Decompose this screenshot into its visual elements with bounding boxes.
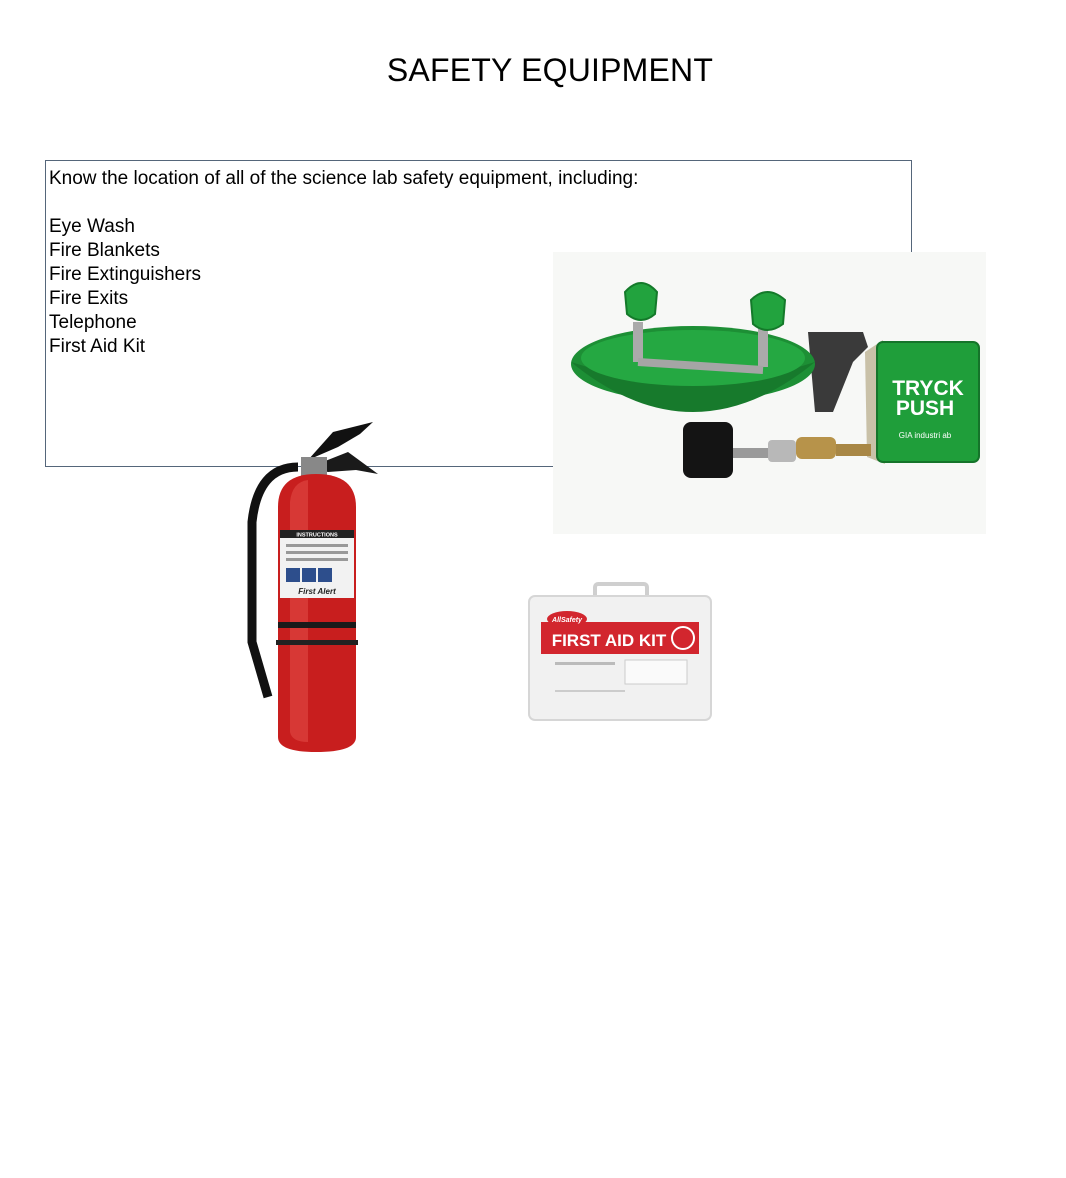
list-item: First Aid Kit [49,336,146,357]
sign-brand: GIA industri ab [898,431,952,440]
sign-text-push: PUSH [895,397,955,420]
eyewash-image [553,252,986,534]
first-aid-kit-image [525,582,715,724]
list-item: Telephone [49,312,137,333]
list-item: Eye Wash [49,216,135,237]
list-item: Fire Exits [49,288,129,309]
intro-text: Know the location of all of the science lab safety equipment, including: [49,168,639,189]
page-title: SAFETY EQUIPMENT [386,52,714,88]
extinguisher-brand: First Alert [298,587,336,596]
list-item: Fire Blankets [49,240,160,261]
fire-extinguisher-image [238,412,388,757]
firstaid-brand: AllSafety [552,617,582,624]
list-item: Fire Extinguishers [49,264,202,285]
sign-text-tryck: TRYCK [892,377,964,400]
firstaid-label: FIRST AID KIT [551,631,667,650]
extinguisher-label-text: INSTRUCTIONS [296,532,338,539]
